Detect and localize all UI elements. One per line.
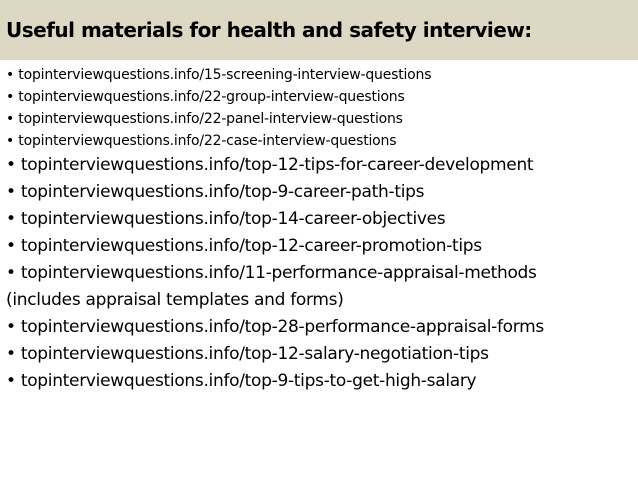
link-item-performance-appraisal-methods[interactable]	[6, 260, 632, 314]
title-banner	[0, 0, 638, 60]
link-item-performance-appraisal-methods-line1[interactable]: • topinterviewquestions.info/11-performance-appraisal-methods	[6, 263, 537, 283]
link-item-career-path-tips[interactable]: • topinterviewquestions.info/top-9-career-path-tips	[6, 182, 425, 202]
link-item-panel-interview-questions[interactable]: • topinterviewquestions.info/22-panel-interview-questions	[6, 111, 403, 127]
link-item-case-interview-questions[interactable]: • topinterviewquestions.info/22-case-interview-questions	[6, 133, 397, 149]
link-item-performance-appraisal-forms[interactable]: • topinterviewquestions.info/top-28-performance-appraisal-forms	[6, 317, 544, 337]
link-item-salary-negotiation-tips[interactable]: • topinterviewquestions.info/top-12-salary-negotiation-tips	[6, 344, 489, 364]
link-item-tips-to-get-high-salary[interactable]: • topinterviewquestions.info/top-9-tips-to-get-high-salary	[6, 371, 477, 391]
link-item-performance-appraisal-methods-note: (includes appraisal templates and forms)	[6, 290, 344, 310]
link-item-career-development-tips[interactable]: • topinterviewquestions.info/top-12-tips-for-career-development	[6, 155, 534, 175]
link-item-career-objectives[interactable]: • topinterviewquestions.info/top-14-career-objectives	[6, 209, 446, 229]
link-item-group-interview-questions[interactable]: • topinterviewquestions.info/22-group-interview-questions	[6, 89, 405, 105]
link-item-screening-interview-questions[interactable]: • topinterviewquestions.info/15-screening-interview-questions	[6, 67, 432, 83]
page-title: Useful materials for health and safety interview:	[6, 18, 532, 42]
link-list	[6, 64, 632, 395]
link-item-career-promotion-tips[interactable]: • topinterviewquestions.info/top-12-career-promotion-tips	[6, 236, 482, 256]
